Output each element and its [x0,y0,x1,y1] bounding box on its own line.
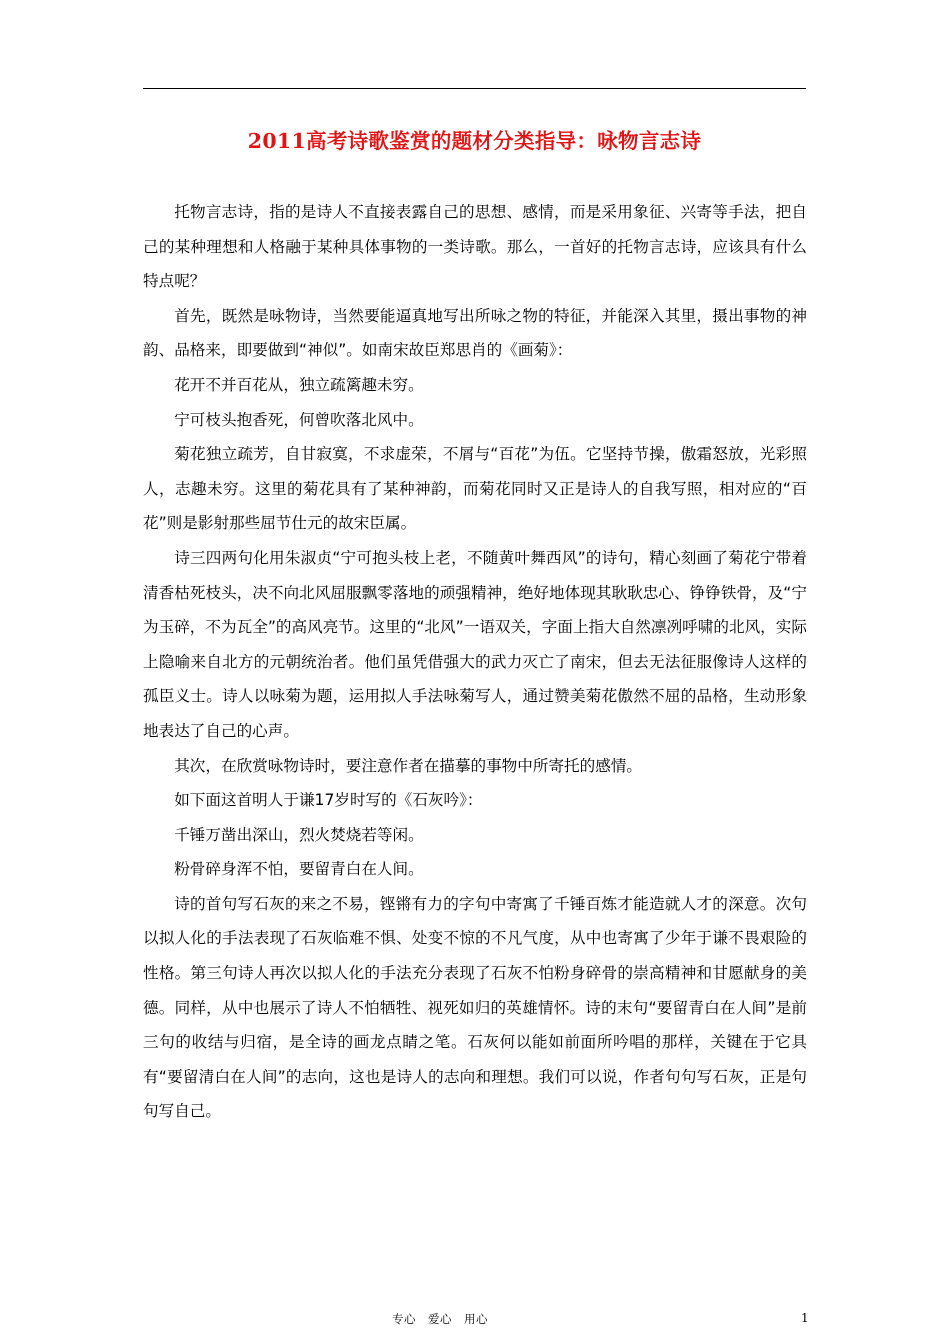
poem-line: 千锤万凿出深山，烈火焚烧若等闲。 [174,825,424,844]
poem-line: 宁可枝头抱香死，何曾吹落北风中。 [174,410,424,429]
paragraph: 其次，在欣赏咏物诗时，要注意作者在描摹的事物中所寄托的感情。 [174,756,643,775]
paragraph: 诗的首句写石灰的来之不易，铿锵有力的字句中寄寓了千锤百炼才能造就人才的深意。次句以拟人化的手法表现了石灰临难不惧、处变不惊的不凡气度，从中也寄寓了少年于谦不畏艰险的性格。第三句诗人再次以拟人化的手法充分表现了石灰不怕粉身碎骨的崇高精神和甘愿献身的美德。同样，从中也展示了诗人不怕牺牲、视死如归的英雄情怀。诗的末句“要留青白在人间”是前三句的收结与归宿，是全诗的画龙点睛之笔。石灰何以能如前面所吟唱的那样，关键在于它具有“要留清白在人间”的志向，这也是诗人的志向和理想。我们可以说，作者句句写石灰，正是句句写自己。 [143,894,807,1121]
paragraph: 如下面这首明人于谦17岁时写的《石灰吟》： [174,791,483,810]
paragraph: 首先，既然是咏物诗，当然要能逼真地写出所咏之物的特征，并能深入其里，摄出事物的神韵、品格来，即要做到“神似”。如南宋故臣郑思肖的《画菊》： [143,306,807,360]
page-number: 1 [801,1311,809,1325]
poem-line: 粉骨碎身浑不怕，要留青白在人间。 [174,860,424,879]
poem-line: 花开不并百花从，独立疏篱趣未穷。 [174,375,424,394]
paragraph: 菊花独立疏芳，自甘寂寞，不求虚荣，不屑与“百花”为伍。它坚持节操，傲霜怒放，光彩照人，志趣未穷。这里的菊花具有了某种神韵，而菊花同时又正是诗人的自我写照，相对应的“百花”则是影射那些屈节仕元的故宋臣属。 [143,445,807,533]
paragraph: 托物言志诗，指的是诗人不直接表露自己的思想、感情，而是采用象征、兴寄等手法，把自己的某种理想和人格融于某种具体事物的一类诗歌。那么，一首好的托物言志诗，应该具有什么特点呢？ [143,203,807,291]
footer-motto: 专心 爱心 用心 [392,1312,488,1326]
document-title: 2011高考诗歌鉴赏的题材分类指导：咏物言志诗 [247,129,702,153]
header-rule [143,88,806,89]
document-body [143,195,807,1129]
paragraph: 诗三四两句化用朱淑贞“宁可抱头枝上老，不随黄叶舞西风”的诗句，精心刻画了菊花宁带着清香枯死枝头，决不向北风屈服飘零落地的顽强精神，绝好地体现其耿耿忠心、铮铮铁骨，及“宁为玉碎，不为瓦全”的高风亮节。这里的“北风”一语双关，字面上指大自然凛冽呼啸的北风，实际上隐喻来自北方的元朝统治者。他们虽凭借强大的武力灭亡了南宋，但去无法征服像诗人这样的孤臣义士。诗人以咏菊为题，运用拟人手法咏菊写人，通过赞美菊花傲然不屈的品格，生动形象地表达了自己的心声。 [143,548,807,740]
